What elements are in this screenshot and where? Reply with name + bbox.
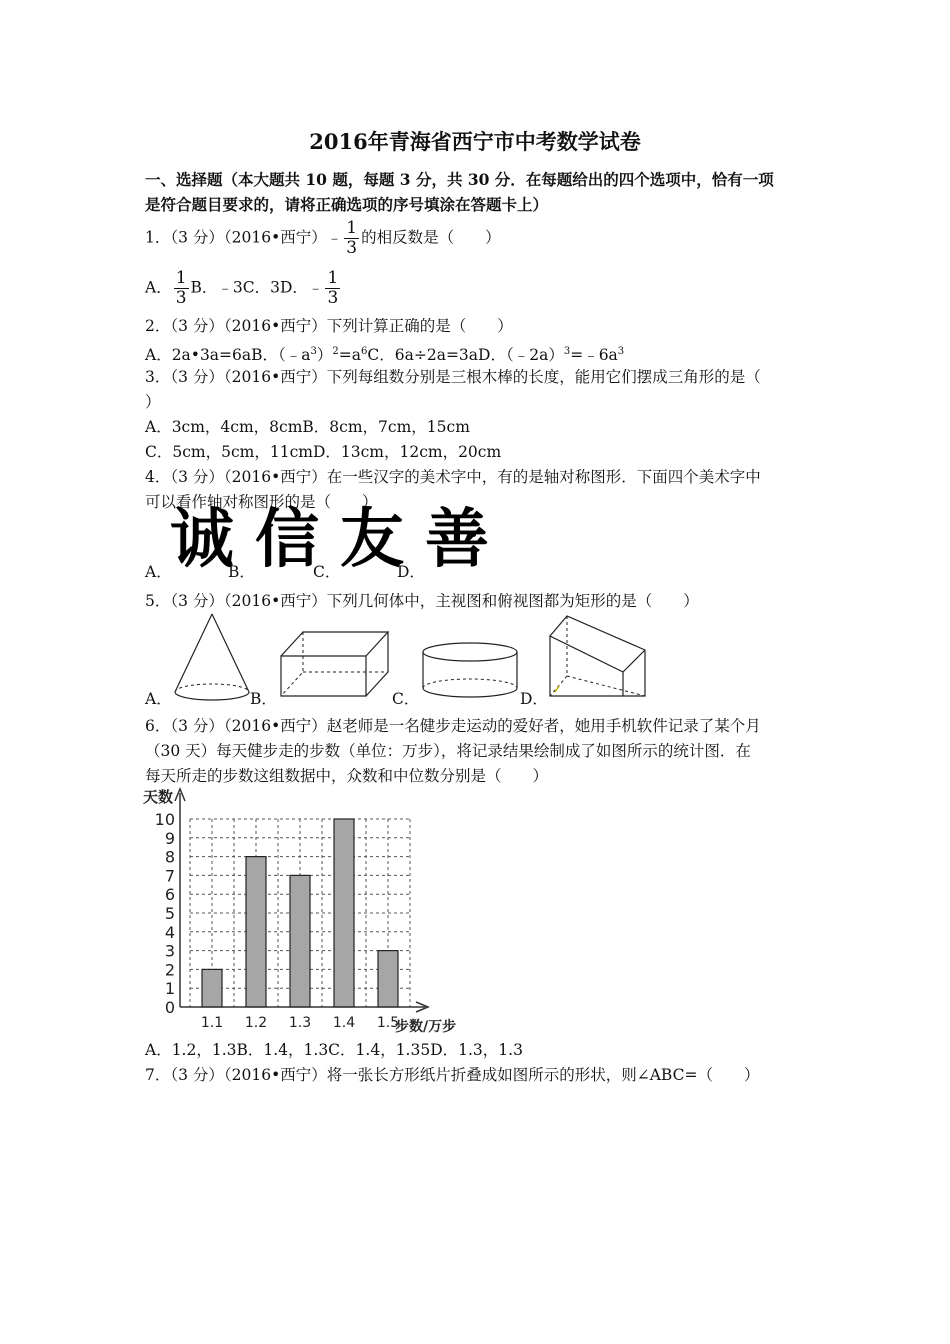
question-6-line-1: 6．（3 分）（2016•西宁）赵老师是一名健步走运动的爱好者，她用手机软件记录了某个月 xyxy=(145,717,761,735)
section-heading-line-1: 一、选择题（本大题共 10 题，每题 3 分，共 30 分．在每题给出的四个选项中，恰有一项 xyxy=(145,170,774,189)
question-6-line-3: 每天所走的步数这组数据中，众数和中位数分别是（ ） xyxy=(145,767,549,785)
art-char-you: 友 xyxy=(340,503,404,577)
q1-option-d-num: 1 xyxy=(327,268,339,288)
q5-label-b: B． xyxy=(250,690,277,708)
question-5: 5．（3 分）（2016•西宁）下列几何体中，主视图和俯视图都为矩形的是（ ） xyxy=(145,592,699,610)
y-tick-label: 1 xyxy=(164,979,175,999)
chart-y-ticks xyxy=(155,810,175,1017)
section-heading-line-2: 是符合题目要求的，请将正确选项的序号填涂在答题卡上） xyxy=(145,195,549,214)
y-tick-label: 0 xyxy=(164,998,175,1017)
q1-options-rest: B．﹣3C．3D．﹣ xyxy=(190,278,324,297)
question-2-options xyxy=(145,342,624,365)
cone-figure xyxy=(170,610,255,702)
q2-sup-2: 2 xyxy=(332,346,339,357)
q1-option-a-fraction xyxy=(174,270,189,307)
page-title: 2016年青海省西宁市中考数学试卷 xyxy=(309,129,641,154)
y-tick-label: 4 xyxy=(164,922,175,942)
q1-fraction xyxy=(344,220,359,257)
q1-suffix: 的相反数是（ ） xyxy=(361,228,501,247)
q1-frac-den: 3 xyxy=(346,238,358,258)
bar-1.4 xyxy=(334,819,354,1007)
q4-label-c: C． xyxy=(313,563,341,581)
y-tick-label: 3 xyxy=(164,941,175,961)
cuboid-figure xyxy=(278,628,393,700)
chart-x-label: 步数/万步 xyxy=(395,1019,457,1035)
y-tick-label: 9 xyxy=(164,828,175,848)
chart-y-label: 天数 xyxy=(143,788,174,806)
q1-option-a-label: A． xyxy=(145,278,172,297)
chart-bars xyxy=(202,819,398,1007)
y-tick-label: 5 xyxy=(164,904,175,923)
art-char-xin: 信 xyxy=(255,503,319,577)
question-1 xyxy=(145,220,501,257)
x-tick-label: 1.1 xyxy=(200,1015,224,1031)
bar-1.2 xyxy=(246,857,266,1007)
q1-option-a-num: 1 xyxy=(175,268,187,288)
question-4-line-2: 可以看作轴对称图形的是（ ） xyxy=(145,493,378,511)
x-tick-label: 1.3 xyxy=(288,1015,312,1031)
question-1-options xyxy=(145,270,342,307)
x-tick-label: 1.5 xyxy=(376,1015,400,1031)
q4-label-b: B． xyxy=(228,563,255,581)
q2-opt-part-e: =﹣6a xyxy=(570,346,618,365)
q1-option-d-fraction xyxy=(325,270,340,307)
question-3-options-2: C．5cm，5cm，11cmD．13cm，12cm，20cm xyxy=(145,443,502,461)
q2-opt-part-b: ） xyxy=(316,346,333,365)
x-tick-label: 1.4 xyxy=(332,1015,356,1031)
question-6-options: A．1.2，1.3B．1.4，1.3C．1.4，1.35D．1.3，1.3 xyxy=(145,1041,523,1059)
q1-option-d-den: 3 xyxy=(327,288,339,308)
q2-sup-5: 3 xyxy=(617,346,625,357)
y-tick-label: 10 xyxy=(154,810,175,829)
question-3-options-1: A．3cm，4cm，8cmB．8cm，7cm，15cm xyxy=(145,418,470,436)
y-tick-label: 7 xyxy=(164,866,175,886)
q1-frac-num: 1 xyxy=(346,218,358,238)
cylinder-figure xyxy=(418,640,523,702)
question-3-line-2: ） xyxy=(145,393,161,411)
q1-prefix: 1．（3 分）（2016•西宁）﹣ xyxy=(145,228,343,247)
art-char-cheng: 诚 xyxy=(170,503,234,577)
q2-opt-part-d: C．6a÷2a=3aD．（﹣2a） xyxy=(367,346,564,365)
q5-label-d: D． xyxy=(520,690,548,708)
prism-figure xyxy=(545,612,650,702)
steps-bar-chart xyxy=(140,785,480,1040)
q5-label-a: A． xyxy=(145,690,172,708)
question-7: 7．（3 分）（2016•西宁）将一张长方形纸片折叠成如图所示的形状，则∠ABC=（ ） xyxy=(145,1066,760,1084)
y-tick-label: 8 xyxy=(164,847,175,867)
q2-opt-part-c: =a xyxy=(338,346,362,365)
q2-sup-1: 3 xyxy=(310,346,317,357)
question-6-line-2: （30 天）每天健步走的步数（单位：万步），将记录结果绘制成了如图所示的统计图．在 xyxy=(145,742,751,760)
x-tick-label: 1.2 xyxy=(244,1015,268,1031)
q2-opt-part-a: A．2a•3a=6aB．（﹣a xyxy=(145,346,311,365)
question-3-line-1: 3．（3 分）（2016•西宁）下列每组数分别是三根木棒的长度，能用它们摆成三角形的是（ xyxy=(145,368,761,386)
chart-x-ticks xyxy=(201,1015,399,1031)
question-4-line-1: 4．（3 分）（2016•西宁）在一些汉字的美术字中，有的是轴对称图形．下面四个美术字中 xyxy=(145,468,761,486)
art-char-shan: 善 xyxy=(425,503,489,577)
q2-sup-3: 6 xyxy=(361,346,368,357)
y-tick-label: 6 xyxy=(164,885,175,905)
bar-1.3 xyxy=(290,875,310,1007)
bar-1.5 xyxy=(378,951,398,1007)
q2-sup-4: 3 xyxy=(563,346,571,357)
question-2: 2．（3 分）（2016•西宁）下列计算正确的是（ ） xyxy=(145,317,513,335)
q5-label-c: C． xyxy=(392,690,420,708)
q1-option-a-den: 3 xyxy=(175,288,187,308)
bar-1.1 xyxy=(202,969,222,1007)
q4-label-d: D． xyxy=(397,563,425,581)
q4-label-a: A． xyxy=(145,563,172,581)
y-tick-label: 2 xyxy=(164,960,175,980)
